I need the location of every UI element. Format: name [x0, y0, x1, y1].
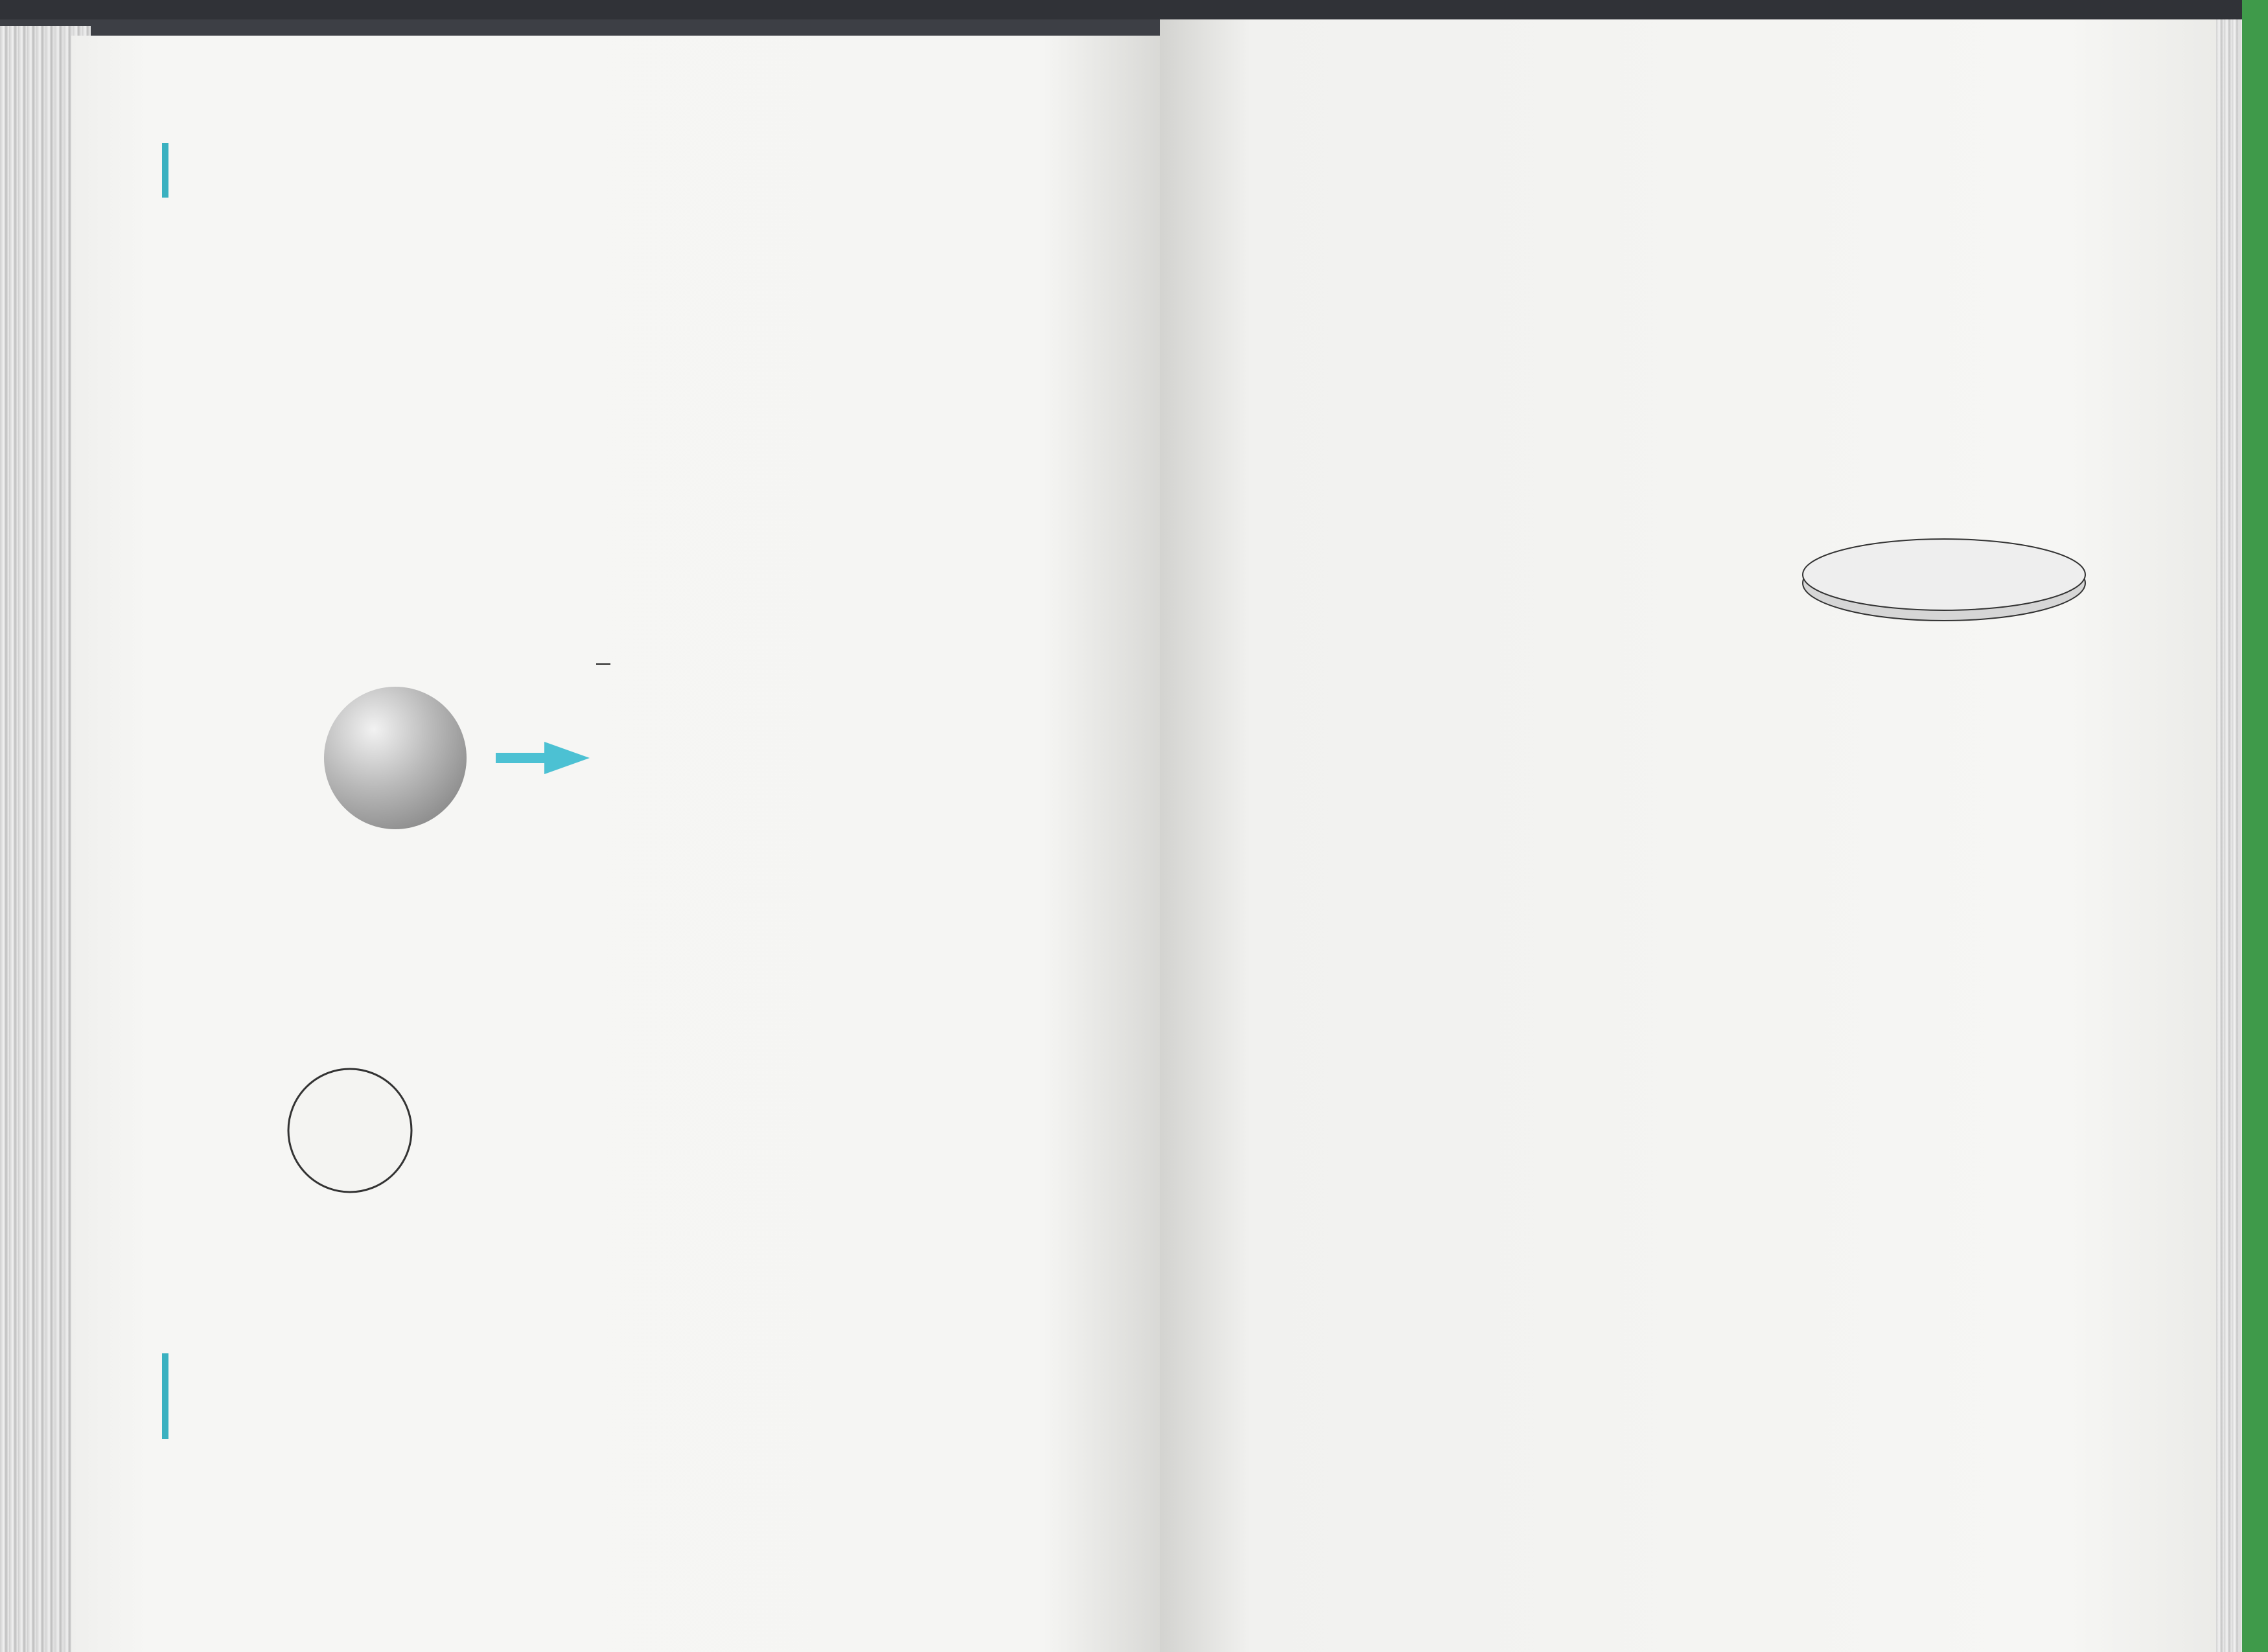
left-page-content — [207, 133, 1072, 141]
right-page-middle — [1207, 687, 2075, 724]
background-top — [0, 0, 2268, 19]
arrow-icon — [496, 742, 590, 774]
cage-base-top — [1803, 539, 2085, 610]
right-page — [1160, 19, 2229, 1652]
figure-39-3 — [1795, 398, 2093, 632]
rule-bar — [162, 1353, 168, 1439]
left-page-bottom — [207, 1344, 1072, 1351]
conductor-sphere — [288, 1069, 411, 1192]
right-page-content — [1207, 126, 2075, 138]
figure-39-1 — [311, 648, 959, 881]
rule-bar — [162, 143, 168, 198]
metal-sphere — [324, 687, 467, 829]
background-strip — [2242, 0, 2268, 1652]
figure-39-2 — [207, 952, 518, 1315]
figure-39-2-caption — [541, 1027, 1072, 1035]
